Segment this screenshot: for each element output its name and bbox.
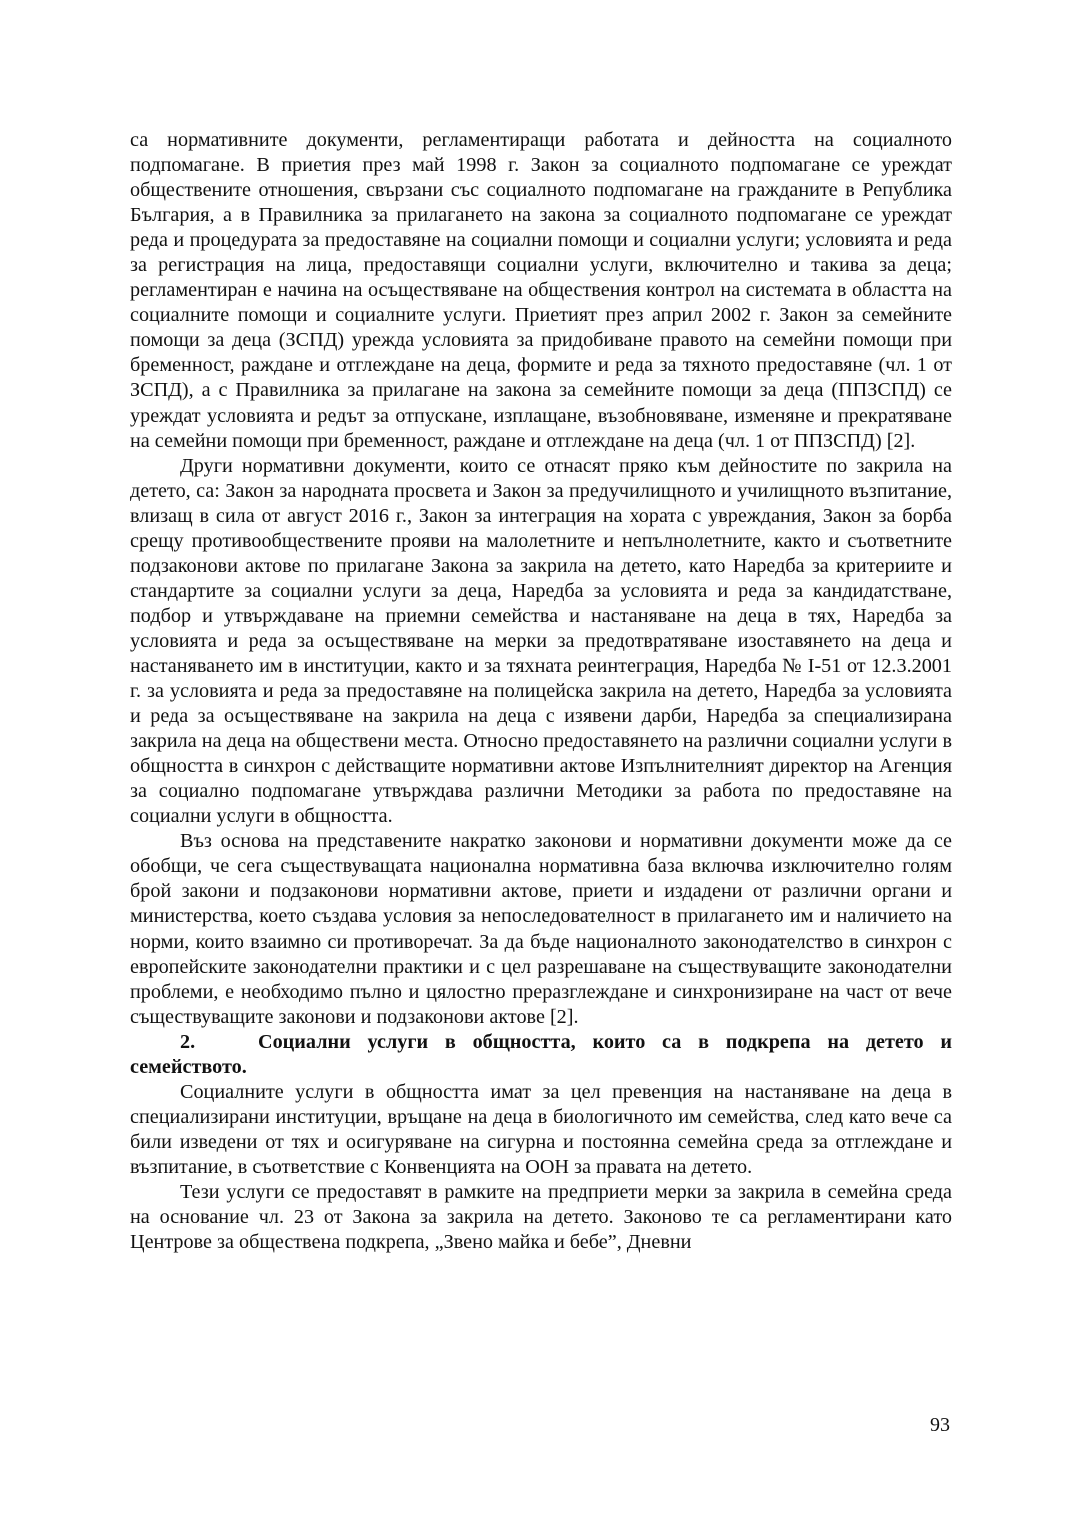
section-title: Социални услуги в общността, които са в подкрепа на детето и семейството. [130,1030,952,1078]
paragraph-community-services: Социалните услуги в общността имат за цел превенция на настаняване на деца в специализирани институции, връщане на деца в биологичното им семейства, след като вече са били изведени от тях и осигуряване на сигурна и постоянна семейна среда за отглеждане и възпитание, в съответствие с Конвенцията на ООН за правата на детето. [130,1080,952,1178]
paragraph-summary: Въз основа на представените накратко законови и нормативни документи може да се обобщи, че сега съществуващата национална нормативна база включва изключително голям брой закони и подзаконови нормативни актове, приети и издадени от различни органи и министерства, което създава условия за непоследователност в прилагането им и наличието на норми, които взаимно си противоречат. За да бъде националното законодателство в синхрон с европейските законодателни практики и с цел разрешаване на съществуващите законодателни проблеми, е необходимо пълно и цялостно преразглеждане и синхронизиране на част от вече съществуващите законови и подзаконови актове [2]. [130,830,952,1028]
section-heading [130,1030,952,1080]
paragraph-other-normative-documents: Други нормативни документи, които се отнасят пряко към дейностите по закрила на детето, са: Закон за народната просвета и Закон за предучилищното и училищното възпитание, влизащ в сила от август 2016 г., Закон за интеграция на хората с увреждания, Закон за борба срещу противообществените прояви на малолетните и непълнолетните, както и съответните подзаконови актове по прилагане Закона за закрила на детето, като Наредба за критериите и стандартите за социални услуги за деца, Наредба за условията и реда за кандидатстване, подбор и утвърждаване на приемни семейства и настаняване на деца в тях, Наредба за условията и реда за осъществяване на мерки за предотвратяване изоставянето на деца и настаняването им в институции, както и за тяхната реинтеграция, Наредба № I-51 от 12.3.2001 г. за условията и реда за предоставяне на полицейска закрила на детето, Наредба за условията и реда за осъществяване на закрила на деца с изявени дарби, Наредба за специализирана закрила на деца на обществени места. Относно предоставянето на различни социални услуги в общността в синхрон с действащите нормативни актове Изпълнителният директор на Агенция за социално подпомагане утвърждава различни Методики за работа по предоставяне на социални услуги в общността. [130,454,952,828]
paragraph-continued: са нормативните документи, регламентиращи работата и дейността на социалното подпомагане. В приетия през май 1998 г. Закон за социалното подпомагане се уреждат обществените отношения, свързани със социалното подпомагане на гражданите в Република България, а в Правилника за прилагането на закона за социалното подпомагане се уреждат реда и процедурата за предоставяне на социални помощи и социални услуги; условията и реда за регистрация на лица, предоставящи социални услуги, включително и такива за деца; регламентиран е начина на осъществяване на обществения контрол на системата в областта на социалните помощи и социалните услуги. Приетият през април 2002 г. Закон за семейните помощи за деца (ЗСПД) урежда условията за придобиване правото на семейни помощи при бременност, раждане и отглеждане на деца, формите и реда за тяхното предоставяне (чл. 1 от ЗСПД), а с Правилника за прилагане на закона за семейните помощи за деца (ППЗСПД) се уреждат условията и редът за отпускане, изплащане, възобновяване, изменяне и прекратяване на семейни помощи при бременност, раждане и отглеждане на деца (чл. 1 от ППЗСПД) [2]. [130,129,952,452]
paragraph-services-provided: Тези услуги се предоставят в рамките на предприети мерки за закрила в семейна среда на основание чл. 23 от Закона за закрила на детето. Законово те са регламентирани като Центрове за обществена подкрепа, „Звено майка и бебе”, Дневни [130,1180,952,1254]
page-number: 93 [930,1414,950,1436]
section-number: 2. [180,1030,196,1053]
page-body [130,128,952,1255]
